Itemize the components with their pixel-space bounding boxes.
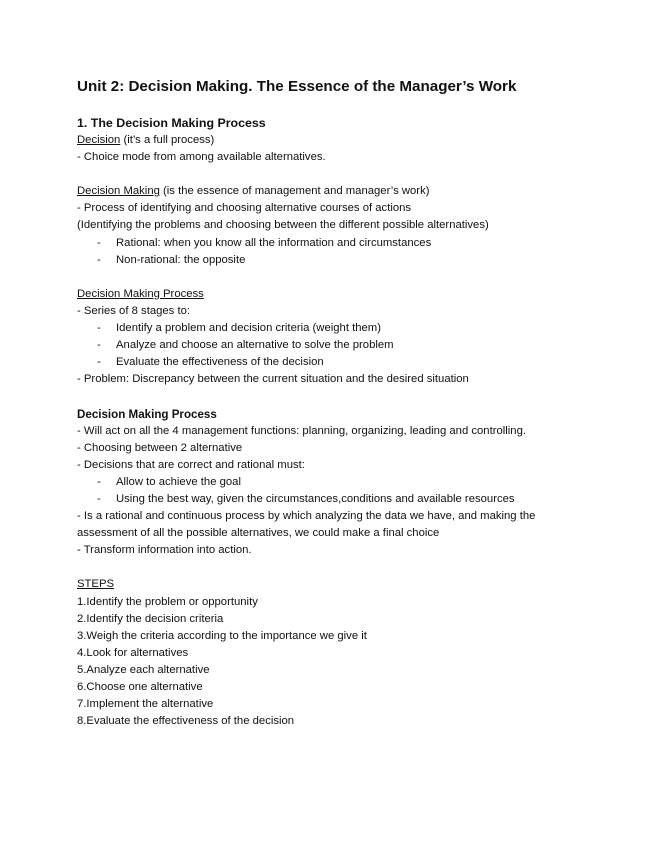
process2-line: - Choosing between 2 alternative xyxy=(77,441,243,454)
process-after-line: - Problem: Discrepancy between the current situation and the desired situation xyxy=(77,373,469,386)
decision-line: - Choice mode from among available alternatives. xyxy=(77,151,326,164)
bullet-dash: - xyxy=(97,322,101,335)
process2-after-line: - Is a rational and continuous process by which analyzing the data we have, and making the xyxy=(77,510,536,523)
bullet-text: Allow to achieve the goal xyxy=(116,475,241,488)
spacer xyxy=(77,166,637,183)
bullet-dash: - xyxy=(97,236,101,249)
decision-term: Decision xyxy=(77,134,121,146)
bullet-item xyxy=(77,320,637,337)
decision-making-note: (is the essence of management and manager’s work) xyxy=(159,185,430,198)
decision-making-head xyxy=(77,183,637,200)
bullet-text: Identify a problem and decision criteria (weight them) xyxy=(116,322,381,335)
bullet-text: Rational: when you know all the information and circumstances xyxy=(116,236,432,249)
step-item: 1.Identify the problem or opportunity xyxy=(77,595,258,608)
step-item: 8.Evaluate the effectiveness of the decision xyxy=(77,715,295,728)
document-title: Unit 2: Decision Making. The Essence of the Manager’s Work xyxy=(77,78,517,95)
step-item: 4.Look for alternatives xyxy=(77,646,189,659)
step-item: 7.Implement the alternative xyxy=(77,698,214,711)
spacer xyxy=(77,388,637,405)
process2-heading: Decision Making Process xyxy=(77,407,217,421)
step-item: 3.Weigh the criteria according to the importance we give it xyxy=(77,629,367,642)
bullet-item xyxy=(77,235,637,252)
bullet-item xyxy=(77,337,637,354)
bullet-text: Evaluate the effectiveness of the decision xyxy=(116,356,324,369)
bullet-item xyxy=(77,354,637,371)
process2-after-line: - Transform information into action. xyxy=(77,544,252,557)
decision-note: (it’s a full process) xyxy=(120,134,215,146)
bullet-text: Analyze and choose an alternative to solve the problem xyxy=(116,339,394,352)
process2-line: - Will act on all the 4 management functions: planning, organizing, leading and controlling. xyxy=(77,424,527,437)
bullet-dash: - xyxy=(97,253,101,266)
decision-making-term: Decision Making xyxy=(77,185,160,198)
bullet-text: Non-rational: the opposite xyxy=(116,253,246,266)
process2-line: - Decisions that are correct and rational must: xyxy=(77,458,305,471)
decision-definition-head xyxy=(77,132,637,149)
steps-head xyxy=(77,576,637,593)
step-item: 2.Identify the decision criteria xyxy=(77,612,224,625)
document-page xyxy=(77,77,637,730)
bullet-item xyxy=(77,474,637,491)
steps-heading: STEPS xyxy=(77,578,115,591)
process-term: Decision Making Process xyxy=(77,287,204,300)
bullet-item xyxy=(77,491,637,508)
spacer xyxy=(77,559,637,576)
step-item: 5.Analyze each alternative xyxy=(77,663,210,676)
process2-after-line: assessment of all the possible alternatives, we could make a final choice xyxy=(77,527,440,540)
step-item: 6.Choose one alternative xyxy=(77,681,203,693)
spacer xyxy=(77,269,637,286)
bullet-dash: - xyxy=(97,475,101,488)
bullet-text: Using the best way, given the circumstances,conditions and available resources xyxy=(116,492,515,505)
decision-making-line: (Identifying the problems and choosing between the different possible alternatives) xyxy=(77,219,489,232)
decision-making-line: - Process of identifying and choosing alternative courses of actions xyxy=(77,202,412,215)
section-heading: 1. The Decision Making Process xyxy=(77,116,266,130)
process-head xyxy=(77,286,637,303)
bullet-dash: - xyxy=(97,339,101,352)
bullet-dash: - xyxy=(97,492,101,505)
bullet-dash: - xyxy=(97,356,101,369)
process-line: - Series of 8 stages to: xyxy=(77,304,191,317)
bullet-item xyxy=(77,252,637,269)
